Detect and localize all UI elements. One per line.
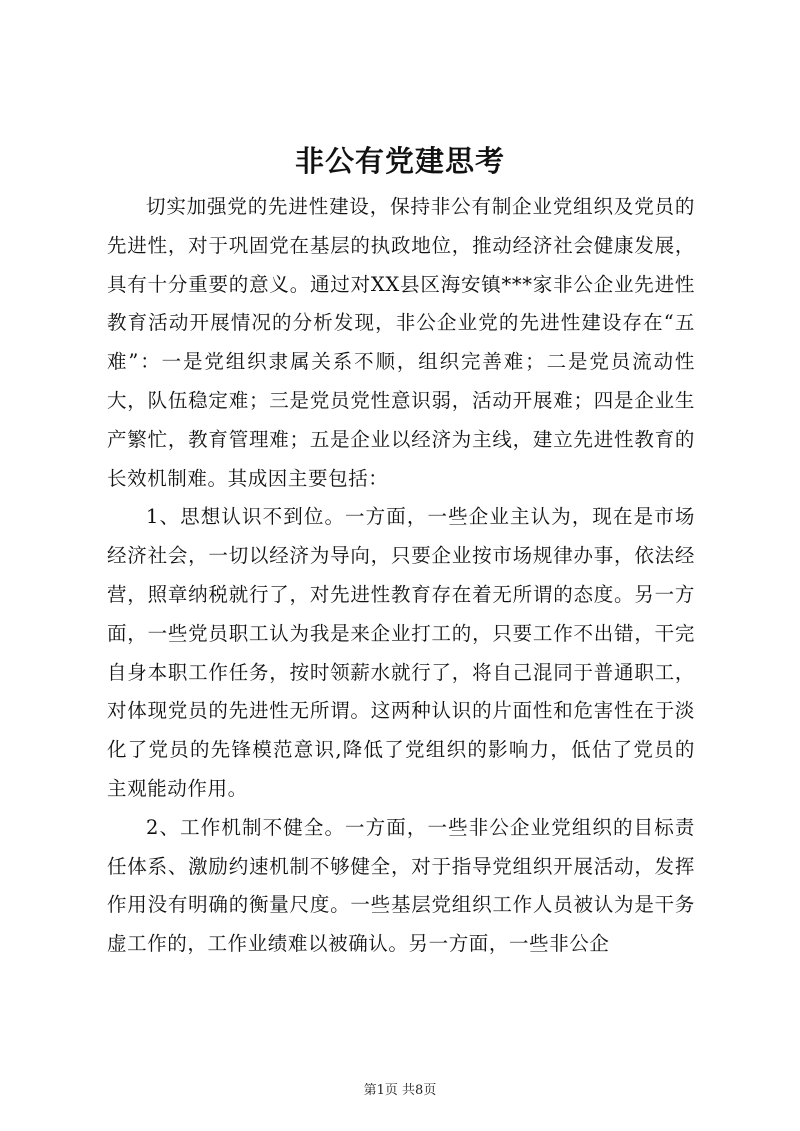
document-title: 非公有党建思考 [294,144,505,178]
paragraph-point-2: 2、工作机制不健全。一方面，一些非公企业党组织的目标责任体系、激励约速机制不够健全，对于指导党组织开展活动，发挥作用没有明确的衡量尺度。一些基层党组织工作人员被认为是干务虚工作的，工作业绩难以被确认。另一方面，一些非公企 [107,815,695,956]
document-body [107,188,695,964]
paragraph-intro: 切实加强党的先进性建设，保持非公有制企业党组织及党员的先进性，对于巩固党在基层的执政地位，推动经济社会健康发展，具有十分重要的意义。通过对XX县区海安镇***家非公企业先进性教育活动开展情况的分析发现，非公企业党的先进性建设存在“五难”：一是党组织隶属关系不顺，组织完善难；二是党员流动性大，队伍稳定难；三是党员党性意识弱，活动开展难；四是企业生产繁忙，教育管理难；五是企业以经济为主线，建立先进性教育的长效机制难。其成因主要包括： [107,195,695,490]
paragraph-point-1: 1、思想认识不到位。一方面，一些企业主认为，现在是市场经济社会，一切以经济为导向，只要企业按市场规律办事，依法经营，照章纳税就行了，对先进性教育存在着无所谓的态度。另一方面，一些党员职工认为我是来企业打工的，只要工作不出错，干完自身本职工作任务，按时领薪水就行了，将自己混同于普通职工，对体现党员的先进性无所谓。这两种认识的片面性和危害性在于淡化了党员的先锋模范意识,降低了党组织的影响力，低估了党员的主观能动作用。 [107,505,695,800]
page-number-footer: 第1页 共8页 [363,1083,437,1098]
